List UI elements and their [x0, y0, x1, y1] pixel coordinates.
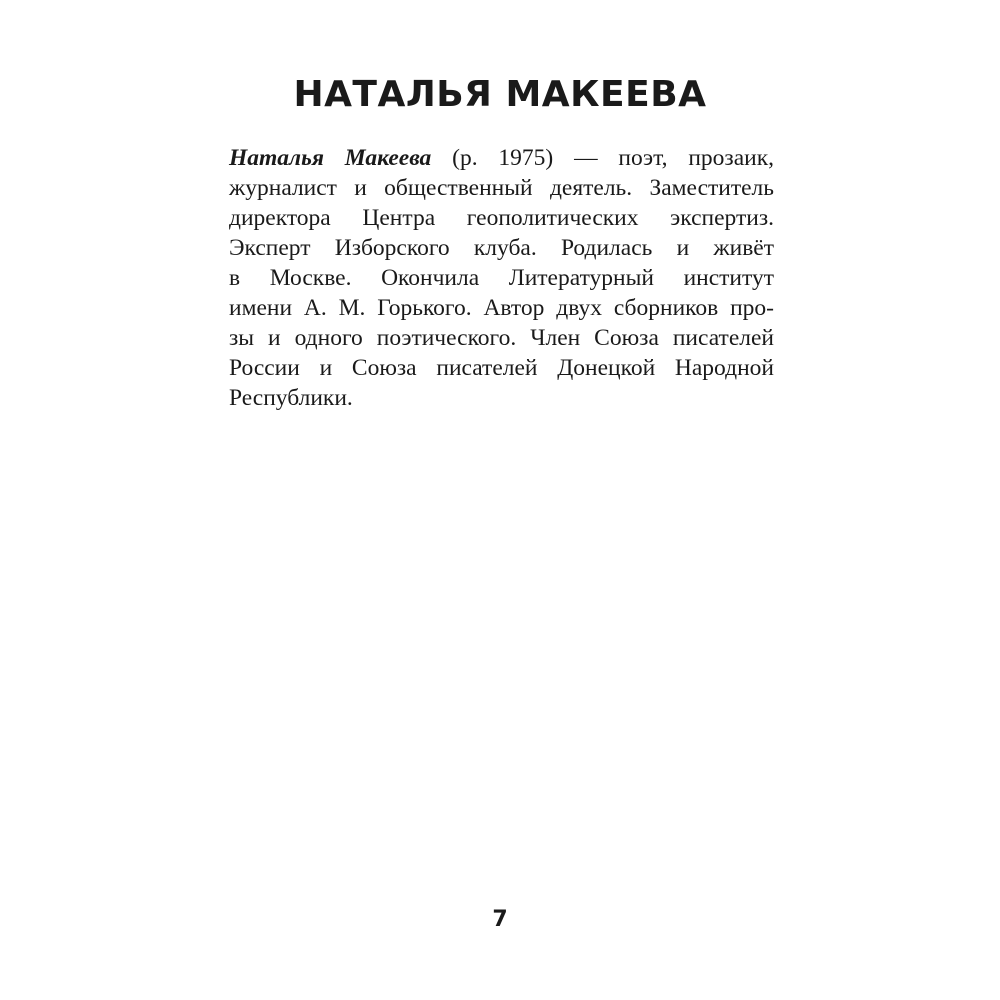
bio-line: Республики. [229, 385, 353, 411]
page-title: НАТАЛЬЯ МАКЕЕВА [293, 74, 707, 115]
page-number: 7 [492, 907, 508, 932]
bio-line: Эксперт Изборского клуба. Родилась и живёт [229, 235, 774, 261]
bio-line: зы и одного поэтического. Член Союза писателей [229, 325, 774, 351]
bio-line: в Москве. Окончила Литературный институт [229, 265, 774, 291]
bio-line-text: (р. 1975) — поэт, прозаик, [431, 145, 774, 171]
bio-line: имени А. М. Горького. Автор двух сборников про- [229, 295, 774, 321]
bio-line: директора Центра геополитических экспертиз. [229, 205, 774, 231]
bio-line: журналист и общественный деятель. Заместитель [229, 175, 774, 201]
author-bio [229, 143, 774, 413]
bio-line: России и Союза писателей Донецкой Народной [229, 355, 774, 381]
bio-line [229, 143, 774, 173]
author-name: Наталья Макеева [229, 145, 432, 171]
